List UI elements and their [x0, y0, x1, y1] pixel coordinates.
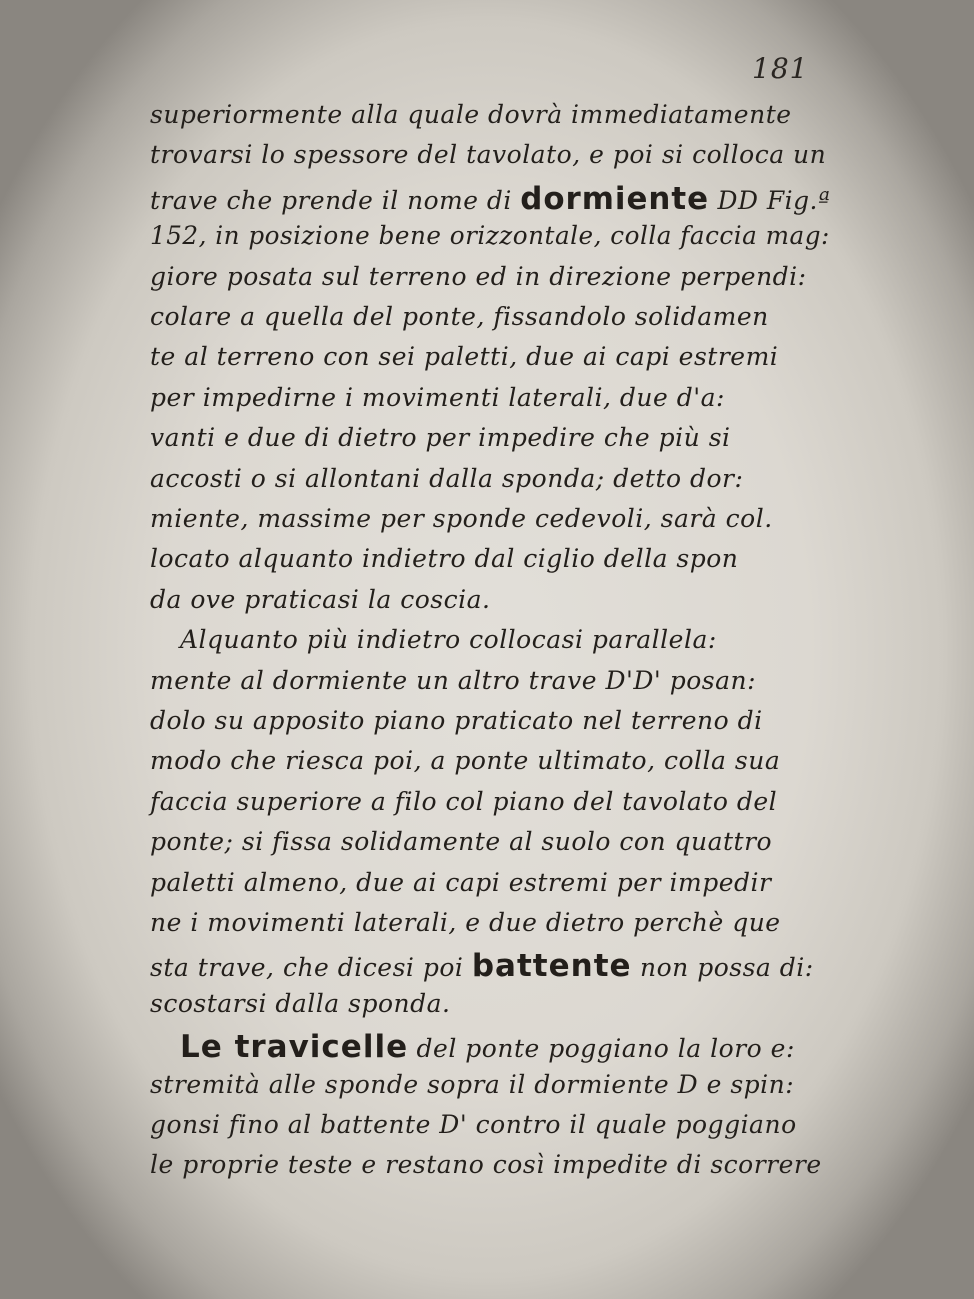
line-text: mente al dormiente un altro trave D'D' posan: [150, 665, 757, 695]
text-line [150, 746, 780, 775]
line-text: giore posata sul terreno ed in direzione perpendi: [150, 261, 807, 291]
text-line [150, 302, 769, 331]
line-text: colare a quella del ponte, fissandolo solidamen [150, 302, 769, 331]
line-text: dolo su apposito piano praticato nel terreno di [150, 706, 763, 735]
text-line [180, 625, 717, 654]
line-text: faccia superiore a filo col piano del tavolato del [150, 786, 778, 816]
line-text: vanti e due di dietro per impedire che più si [150, 423, 731, 453]
text-line [150, 787, 777, 816]
text-line [150, 181, 830, 217]
text-line [150, 504, 773, 533]
line-text: te al terreno con sei paletti, due ai capi estremi [150, 342, 779, 372]
line-text: superiormente alla quale dovrà immediatamente [150, 100, 792, 129]
text-line [180, 1029, 795, 1065]
text-line [150, 666, 756, 695]
text-line [150, 989, 450, 1018]
emphasized-term: battente [471, 948, 632, 985]
text-line [150, 464, 743, 493]
line-text: sta trave, che dicesi poi [150, 953, 472, 983]
text-line [150, 706, 763, 735]
line-text: ne i movimenti laterali, e due dietro perchè que [150, 908, 781, 937]
text-line [150, 221, 830, 250]
text-line [150, 1150, 822, 1179]
line-text: per impedirne i movimenti laterali, due d'a: [150, 382, 725, 412]
text-line [150, 544, 738, 573]
text-line [150, 342, 778, 371]
line-text: non possa di: [631, 953, 814, 983]
page-number: 181 [752, 52, 809, 85]
line-text: trovarsi lo spessore del tavolato, e poi si colloca un [150, 140, 827, 170]
line-text: DD Fig.ª [709, 185, 831, 215]
emphasized-term: dormiente [520, 180, 710, 217]
line-text: da ove praticasi la coscia. [150, 584, 491, 614]
line-text: accosti o si allontani dalla sponda; detto dor: [150, 463, 744, 493]
line-text: trave che prende il nome di [150, 185, 521, 215]
line-text: scostarsi dalla sponda. [150, 988, 451, 1018]
text-line [150, 948, 814, 984]
text-line [150, 1110, 797, 1139]
line-text: modo che riesca poi, a ponte ultimato, colla sua [150, 746, 781, 776]
text-line [150, 827, 772, 856]
line-text: le proprie teste e restano così impedite di scorrere [150, 1150, 822, 1180]
text-line [150, 383, 725, 412]
text-line [150, 585, 490, 614]
line-text: miente, massime per sponde cedevoli, sarà col. [150, 504, 773, 533]
line-text: ponte; si fissa solidamente al suolo con quattro [150, 827, 773, 857]
line-text: stremità alle sponde sopra il dormiente D e spin: [150, 1069, 795, 1099]
text-line [150, 262, 807, 291]
line-text: locato alquanto indietro dal ciglio della spon [150, 544, 739, 574]
text-line [150, 140, 826, 169]
text-line [150, 1070, 794, 1099]
text-line [150, 100, 792, 129]
emphasized-term: Le travicelle [180, 1029, 409, 1066]
line-text: Alquanto più indietro collocasi parallela: [180, 625, 717, 655]
line-text: gonsi fino al battente D' contro il quale poggiano [150, 1110, 797, 1139]
text-line [150, 868, 771, 897]
text-line [150, 908, 781, 937]
text-line [150, 423, 731, 452]
line-text: del ponte poggiano la loro e: [408, 1034, 795, 1064]
line-text: 152, in posizione bene orizzontale, colla faccia mag: [150, 221, 830, 251]
line-text: paletti almeno, due ai capi estremi per impedir [150, 867, 772, 897]
